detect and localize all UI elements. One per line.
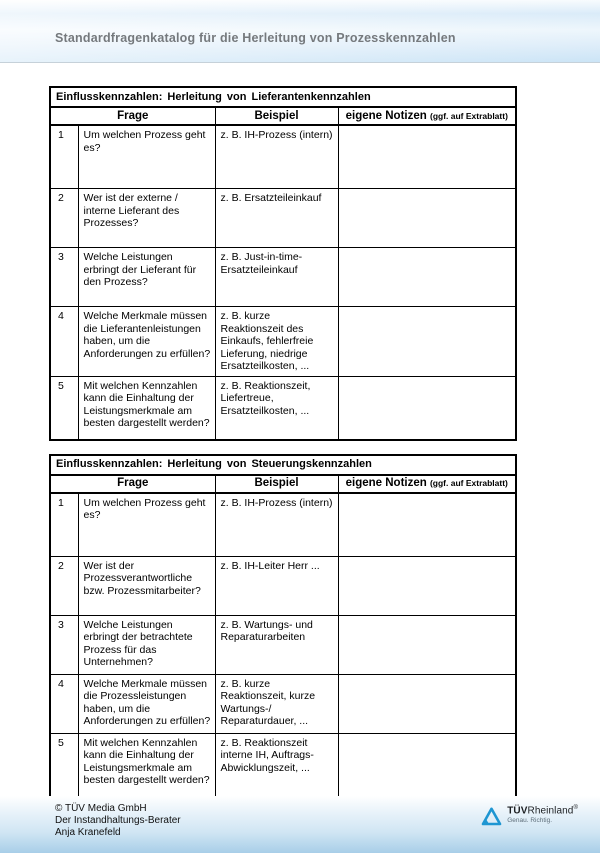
table-row xyxy=(50,556,516,615)
table-row xyxy=(50,615,516,674)
row-number: 4 xyxy=(50,307,78,377)
row-number: 2 xyxy=(50,189,78,248)
document-content xyxy=(49,86,515,804)
table-row xyxy=(50,307,516,377)
beispiel-cell: z. B. kurze Reaktionszeit des Einkaufs, fehlerfreie Lieferung, niedrige Ersatzteilkosten, ... xyxy=(215,307,338,377)
tuv-rheinland-logo xyxy=(481,805,578,827)
beispiel-cell: z. B. IH-Prozess (intern) xyxy=(215,125,338,189)
notizen-note: (ggf. auf Extrablatt) xyxy=(429,110,508,121)
notizen-label: eigene Notizen xyxy=(345,109,427,122)
table-title-row xyxy=(50,87,516,107)
notes-cell xyxy=(338,556,516,615)
column-header-notizen xyxy=(338,475,516,493)
row-number: 2 xyxy=(50,556,78,615)
beispiel-cell: z. B. IH-Leiter Herr ... xyxy=(215,556,338,615)
table-steuerungskennzahlen xyxy=(49,454,517,804)
row-number: 3 xyxy=(50,615,78,674)
beispiel-cell: z. B. Reaktionszeit interne IH, Auftrags-Abwicklungszeit, ... xyxy=(215,733,338,803)
notizen-note: (ggf. auf Extrablatt) xyxy=(429,478,508,489)
table-row xyxy=(50,376,516,440)
column-header-beispiel: Beispiel xyxy=(215,107,338,125)
frage-cell: Mit welchen Kennzahlen kann die Einhaltung der Leistungsmerkmale am besten dargestellt werden? xyxy=(78,733,215,803)
notes-cell xyxy=(338,674,516,733)
notes-cell xyxy=(338,189,516,248)
frage-cell: Mit welchen Kennzahlen kann die Einhaltung der Leistungsmerkmale am besten dargestellt werden? xyxy=(78,376,215,440)
page-header-banner xyxy=(0,0,600,63)
notes-cell xyxy=(338,615,516,674)
notes-cell xyxy=(338,248,516,307)
row-number: 1 xyxy=(50,125,78,189)
registered-mark: ® xyxy=(573,805,578,811)
footer-line-publication: Der Instandhaltungs-Berater xyxy=(55,815,181,826)
beispiel-cell: z. B. kurze Reaktionszeit, kurze Wartungs-/ Reparaturdauer, ... xyxy=(215,674,338,733)
table-row xyxy=(50,125,516,189)
notes-cell xyxy=(338,733,516,803)
notes-cell xyxy=(338,125,516,189)
frage-cell: Welche Leistungen erbringt der Lieferant für den Prozess? xyxy=(78,248,215,307)
beispiel-cell: z. B. Reaktionszeit, Liefertreue, Ersatzteilkosten, ... xyxy=(215,376,338,440)
table-row xyxy=(50,248,516,307)
row-number: 1 xyxy=(50,493,78,557)
column-header-frage: Frage xyxy=(50,475,215,493)
beispiel-cell: z. B. IH-Prozess (intern) xyxy=(215,493,338,557)
frage-cell: Welche Merkmale müssen die Lieferantenleistungen haben, um die Anforderungen zu erfüllen? xyxy=(78,307,215,377)
table-row xyxy=(50,674,516,733)
brand-text xyxy=(507,805,578,824)
column-header-frage: Frage xyxy=(50,107,215,125)
table-header-row xyxy=(50,107,516,125)
table-title: Einflusskennzahlen: Herleitung von Lieferantenkennzahlen xyxy=(50,87,516,107)
table-lieferantenkennzahlen xyxy=(49,86,517,441)
table-title-row xyxy=(50,455,516,475)
brand-tagline: Genau. Richtig. xyxy=(507,817,553,825)
table-title: Einflusskennzahlen: Herleitung von Steuerungskennzahlen xyxy=(50,455,516,475)
column-header-notizen xyxy=(338,107,516,125)
frage-cell: Um welchen Prozess geht es? xyxy=(78,493,215,557)
frage-cell: Wer ist der Prozessverantwortliche bzw. Prozessmitarbeiter? xyxy=(78,556,215,615)
footer-credits xyxy=(55,803,181,839)
table-header-row xyxy=(50,475,516,493)
beispiel-cell: z. B. Wartungs- und Reparaturarbeiten xyxy=(215,615,338,674)
beispiel-cell: z. B. Just-in-time-Ersatzteileinkauf xyxy=(215,248,338,307)
frage-cell: Welche Merkmale müssen die Prozessleistungen haben, um die Anforderungen zu erfüllen? xyxy=(78,674,215,733)
frage-cell: Welche Leistungen erbringt der betrachtete Prozess für das Unternehmen? xyxy=(78,615,215,674)
notes-cell xyxy=(338,307,516,377)
brand-name xyxy=(507,805,578,816)
footer-line-author: Anja Kranefeld xyxy=(55,827,121,838)
column-header-beispiel: Beispiel xyxy=(215,475,338,493)
row-number: 5 xyxy=(50,376,78,440)
beispiel-cell: z. B. Ersatzteileinkauf xyxy=(215,189,338,248)
page-footer-banner xyxy=(0,796,600,853)
row-number: 4 xyxy=(50,674,78,733)
notizen-label: eigene Notizen xyxy=(345,477,427,490)
notes-cell xyxy=(338,493,516,557)
frage-cell: Um welchen Prozess geht es? xyxy=(78,125,215,189)
row-number: 5 xyxy=(50,733,78,803)
frage-cell: Wer ist der externe / interne Lieferant des Prozesses? xyxy=(78,189,215,248)
table-row xyxy=(50,493,516,557)
row-number: 3 xyxy=(50,248,78,307)
table-row xyxy=(50,189,516,248)
brand-bold: TÜV xyxy=(507,805,528,817)
tuv-triangle-icon xyxy=(481,806,502,827)
brand-regular: Rheinland xyxy=(527,805,574,817)
footer-line-copyright: © TÜV Media GmbH xyxy=(55,803,147,814)
page-title: Standardfragenkatalog für die Herleitung von Prozesskennzahlen xyxy=(55,31,456,45)
notes-cell xyxy=(338,376,516,440)
table-row xyxy=(50,733,516,803)
